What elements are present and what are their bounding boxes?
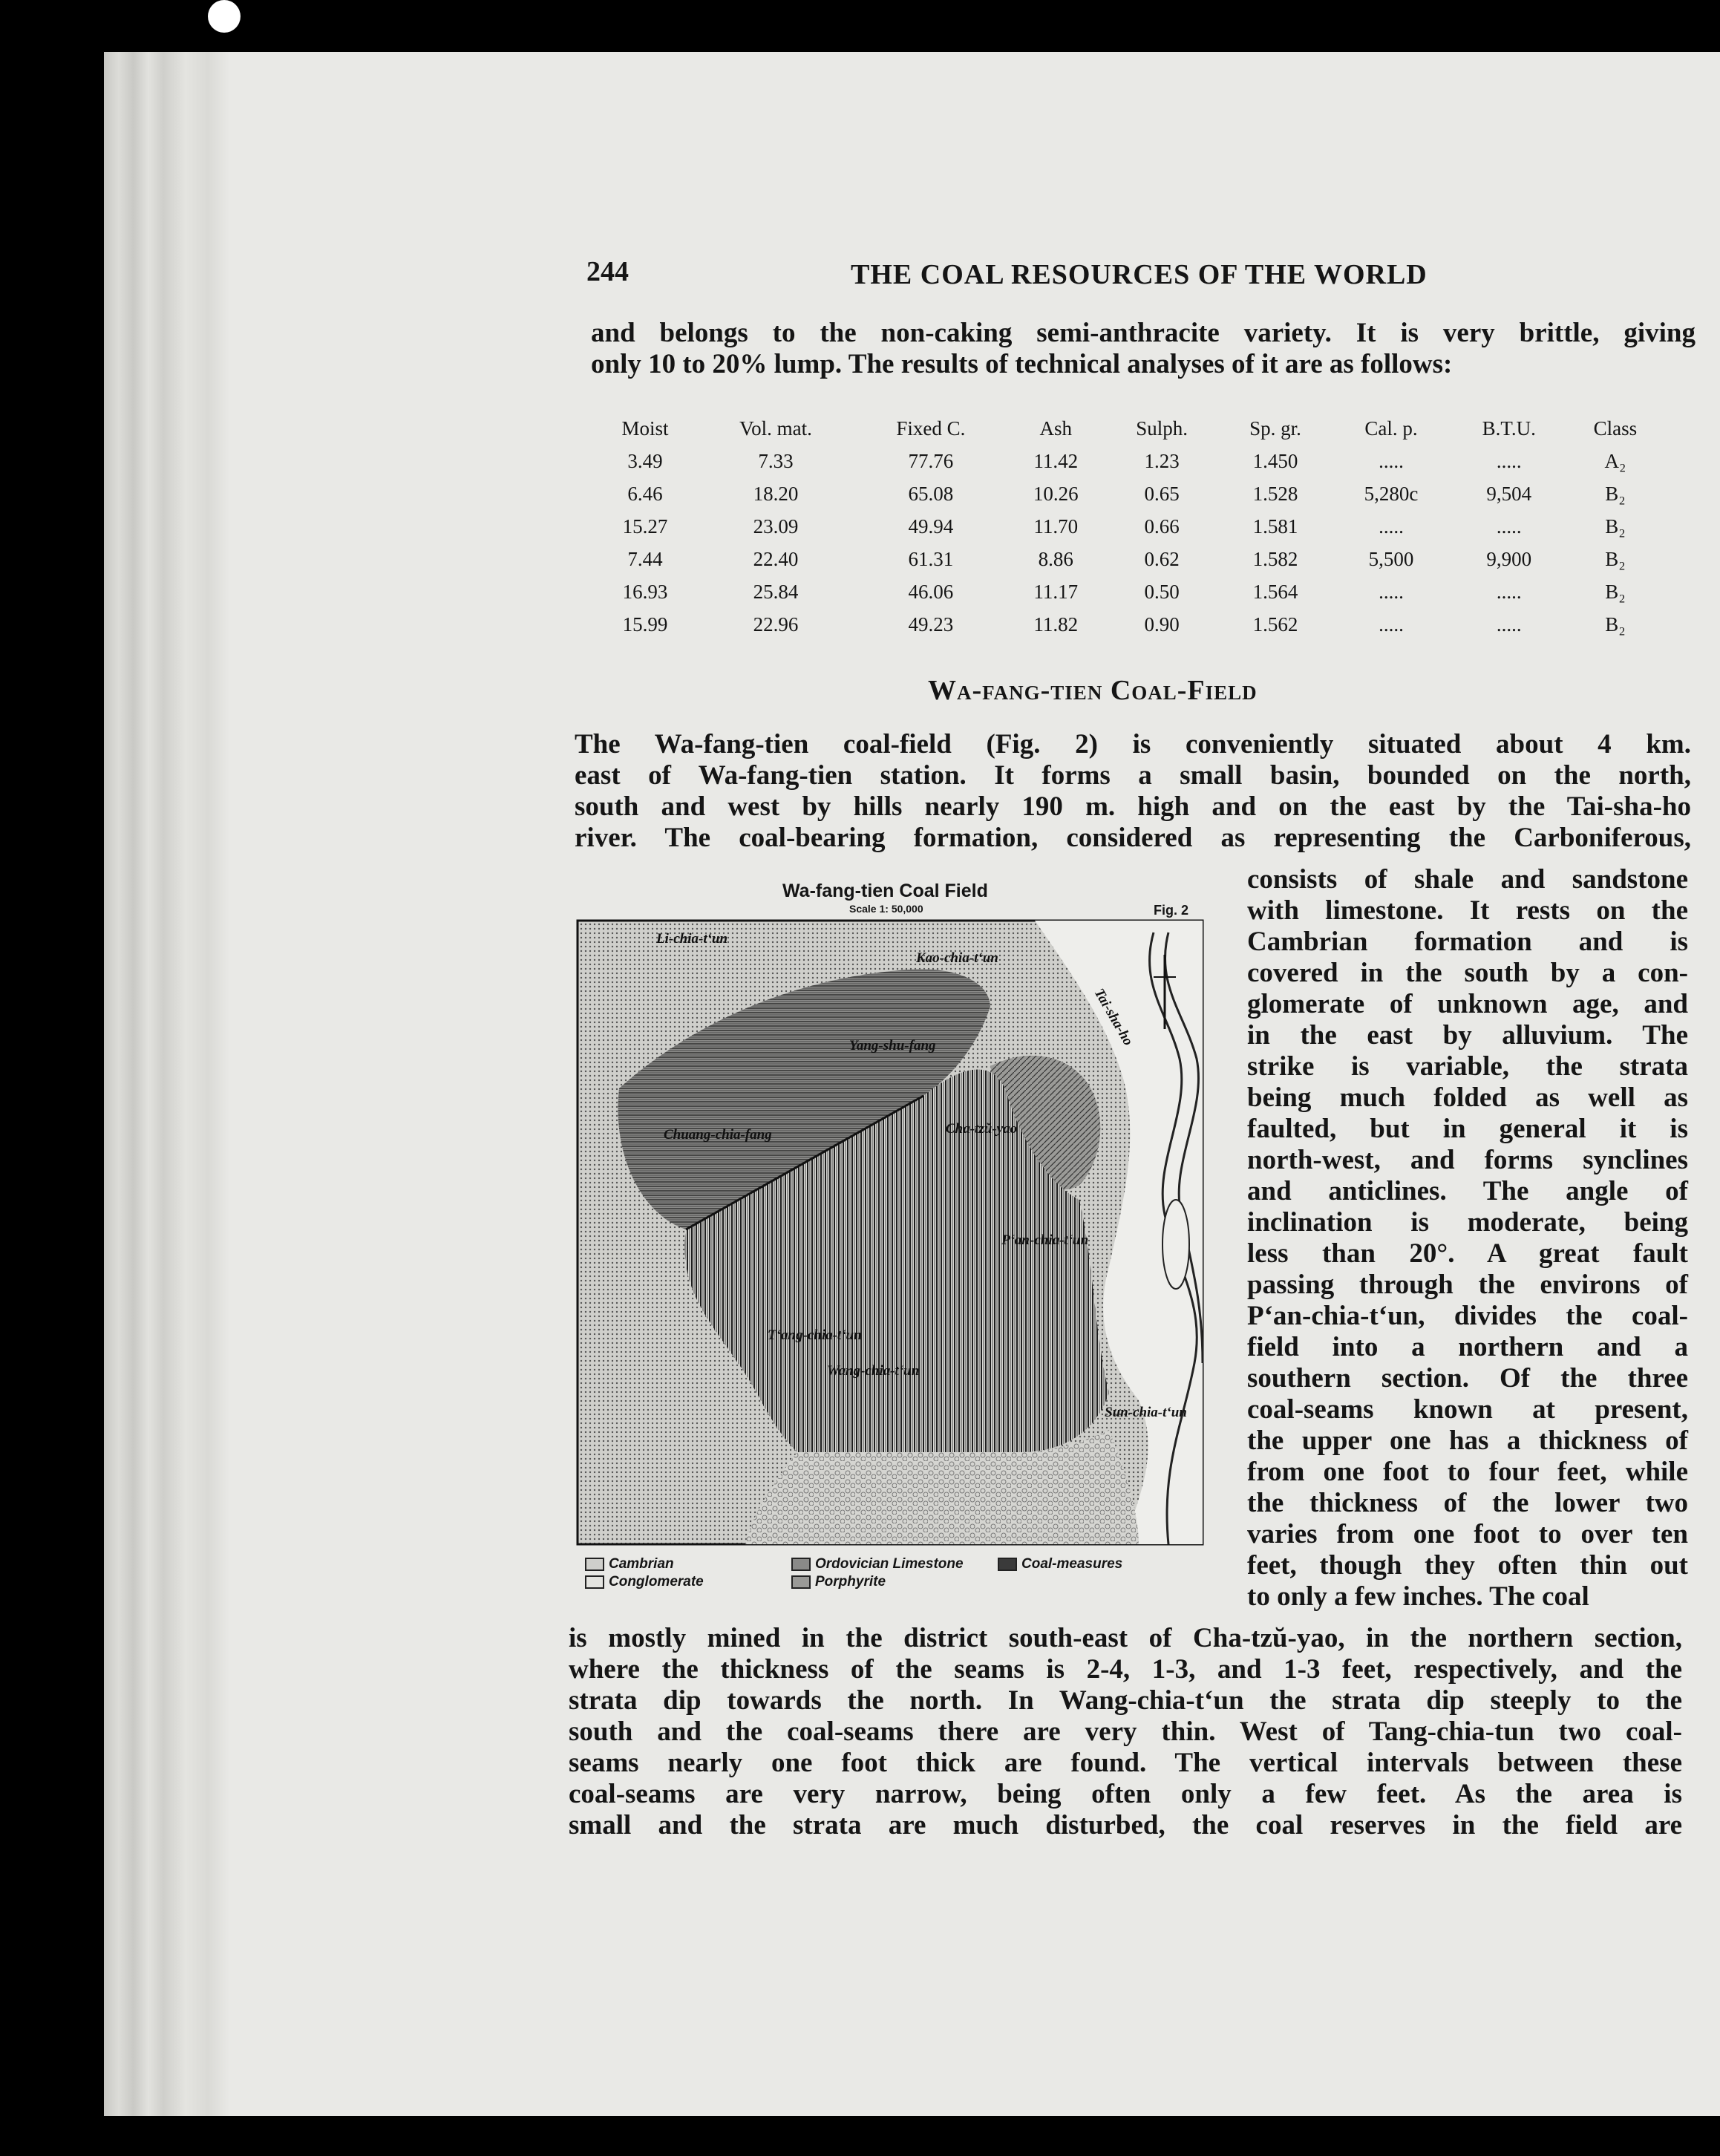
table-cell: 11.70: [1033, 514, 1079, 538]
table-cell: 22.40: [753, 547, 799, 570]
table-cell: .....: [1496, 449, 1522, 472]
table-cell: .....: [1496, 580, 1522, 603]
place-label-li-chia-tun: Li-chia-t‘un: [656, 931, 728, 947]
table-cell: B₂: [1605, 547, 1626, 570]
table-row: [594, 477, 1663, 510]
table-cell: B₂: [1605, 482, 1626, 505]
paragraph-side-line: passing through the environs of: [1247, 1270, 1688, 1300]
col-header-ash: Ash: [1039, 417, 1073, 440]
paragraph-side-line: the thickness of the lower two: [1247, 1488, 1688, 1518]
col-header-class: Class: [1593, 417, 1638, 440]
intro-line: and belongs to the non-caking semi-anthracite variety. It is very brittle, giving: [591, 318, 1696, 348]
paragraph-side-line: southern section. Of the three: [1247, 1363, 1688, 1394]
paragraph-side-line: field into a northern and a: [1247, 1332, 1688, 1362]
paragraph-beside-figure: [1247, 864, 1688, 1613]
place-label-tang-chia-tun: T‘ang-chia-t‘un: [768, 1327, 862, 1343]
table-cell: A₂: [1604, 449, 1626, 472]
table-cell: 65.08: [908, 482, 954, 505]
table-cell: 46.06: [908, 580, 954, 603]
table-cell: 1.581: [1252, 514, 1298, 538]
paragraph-side-line: inclination is moderate, being: [1247, 1207, 1688, 1238]
table-cell: 22.96: [753, 612, 799, 636]
table-row: [594, 510, 1663, 543]
table-cell: 10.26: [1033, 482, 1079, 505]
legend-item-porphyrite: Porphyrite: [791, 1574, 886, 1590]
table-cell: .....: [1496, 514, 1522, 538]
legend-swatch-ordovician: [791, 1558, 811, 1571]
table-cell: 1.450: [1252, 449, 1298, 472]
table-cell: 9,900: [1486, 547, 1532, 570]
paragraph-side-line: P‘an-chia-t‘un, divides the coal-: [1247, 1301, 1688, 1331]
table-cell: B₂: [1605, 612, 1626, 636]
paragraph-side-line: faulted, but in general it is: [1247, 1114, 1688, 1144]
table-cell: 1.564: [1252, 580, 1298, 603]
paragraph-bottom: [569, 1623, 1682, 1841]
map-scale: Scale 1: 50,000: [849, 903, 923, 915]
place-label-chuang-chia-fang: Chuang-chia-fang: [664, 1127, 772, 1143]
paragraph-side-line: being much folded as well as: [1247, 1082, 1688, 1113]
legend-item-conglomerate: Conglomerate: [585, 1574, 704, 1590]
table-cell: B₂: [1605, 580, 1626, 603]
paragraph-side-line: and anticlines. The angle of: [1247, 1176, 1688, 1206]
paragraph-bottom-line: is mostly mined in the district south-east of Cha-tzŭ-yao, in the northern section,: [569, 1623, 1682, 1653]
table-cell: 11.82: [1033, 612, 1079, 636]
figure-map: [575, 881, 1213, 1593]
legend-item-ordovician: Ordovician Limestone: [791, 1556, 964, 1572]
table-cell: 9,504: [1486, 482, 1532, 505]
paragraph-bottom-line: small and the strata are much disturbed, the coal reserves in the field are: [569, 1810, 1682, 1840]
paragraph-top-line: river. The coal-bearing formation, considered as representing the Carboniferous,: [575, 823, 1691, 853]
section-title: Wa-fang-tien Coal-Field: [928, 675, 1258, 706]
table-cell: 49.23: [908, 612, 954, 636]
intro-paragraph: [591, 318, 1696, 380]
paragraph-side-line: to only a few inches. The coal: [1247, 1581, 1589, 1612]
paragraph-bottom-line: south and the coal-seams there are very thin. West of Tang-chia-tun two coal-: [569, 1716, 1682, 1747]
paragraph-side-line: coal-seams known at present,: [1247, 1394, 1688, 1425]
table-cell: .....: [1379, 612, 1404, 636]
col-header-moist: Moist: [621, 417, 669, 440]
table-cell: 18.20: [753, 482, 799, 505]
table-cell: 5,280c: [1364, 482, 1419, 505]
table-cell: 11.17: [1033, 580, 1079, 603]
table-cell: 61.31: [908, 547, 954, 570]
table-cell: .....: [1379, 514, 1404, 538]
col-header-sp-gr: Sp. gr.: [1249, 417, 1301, 440]
col-header-vol-mat: Vol. mat.: [739, 417, 812, 440]
col-header-sulph: Sulph.: [1136, 417, 1188, 440]
paragraph-bottom-line: seams nearly one foot thick are found. The vertical intervals between these: [569, 1748, 1682, 1778]
paragraph-side-line: glomerate of unknown age, and: [1247, 989, 1688, 1019]
col-header-btu: B.T.U.: [1482, 417, 1536, 440]
place-label-yang-shu-fang: Yang-shu-fang: [849, 1038, 936, 1054]
paragraph-top-line: east of Wa-fang-tien station. It forms a small basin, bounded on the north,: [575, 760, 1691, 791]
paragraph-side-line: varies from one foot to over ten: [1247, 1519, 1688, 1549]
paragraph-bottom-line: where the thickness of the seams is 2-4, 1-3, and 1-3 feet, respectively, and the: [569, 1654, 1682, 1685]
table-cell: 15.27: [622, 514, 668, 538]
table-cell: 8.86: [1038, 547, 1073, 570]
page-number: 244: [586, 256, 629, 287]
table-cell: 49.94: [908, 514, 954, 538]
legend-item-coal: Coal-measures: [998, 1556, 1122, 1572]
table-cell: 7.33: [758, 449, 794, 472]
paragraph-top: [575, 729, 1691, 854]
table-cell: .....: [1379, 580, 1404, 603]
table-cell: 1.23: [1144, 449, 1180, 472]
table-cell: 16.93: [622, 580, 668, 603]
table-cell: .....: [1379, 449, 1404, 472]
geologic-map: [575, 918, 1213, 1549]
running-title: THE COAL RESOURCES OF THE WORLD: [851, 259, 1428, 290]
place-label-sun-chia-tun: Sun-chia-t‘un: [1105, 1405, 1187, 1420]
table-cell: 1.582: [1252, 547, 1298, 570]
paragraph-side-line: in the east by alluvium. The: [1247, 1020, 1688, 1051]
table-header-row: [594, 417, 1663, 445]
table-cell: 3.49: [627, 449, 663, 472]
table-cell: .....: [1496, 612, 1522, 636]
paragraph-side-line: strike is variable, the strata: [1247, 1051, 1688, 1082]
paragraph-side-line: Cambrian formation and is: [1247, 927, 1688, 957]
table-cell: 25.84: [753, 580, 799, 603]
table-cell: B₂: [1605, 514, 1626, 538]
table-row: [594, 543, 1663, 575]
table-cell: 1.528: [1252, 482, 1298, 505]
paragraph-side-line: the upper one has a thickness of: [1247, 1425, 1688, 1456]
paragraph-side-line: from one foot to four feet, while: [1247, 1457, 1688, 1487]
table-cell: 0.65: [1144, 482, 1180, 505]
table-cell: 0.90: [1144, 612, 1180, 636]
col-header-fixed-c: Fixed C.: [896, 417, 966, 440]
legend-swatch-conglomerate: [585, 1575, 604, 1589]
scan-artifact-dot: [208, 0, 241, 33]
paragraph-side-line: north-west, and forms synclines: [1247, 1145, 1688, 1175]
paragraph-bottom-line: coal-seams are very narrow, being often only a few feet. As the area is: [569, 1779, 1682, 1809]
table-cell: 0.66: [1144, 514, 1180, 538]
table-row: [594, 575, 1663, 608]
table-cell: 1.562: [1252, 612, 1298, 636]
table-cell: 7.44: [627, 547, 663, 570]
analysis-table: [594, 417, 1663, 641]
intro-line: only 10 to 20% lump. The results of technical analyses of it are as follows:: [591, 349, 1453, 379]
paragraph-side-line: with limestone. It rests on the: [1247, 895, 1688, 926]
table-cell: 5,500: [1368, 547, 1414, 570]
table-cell: 0.62: [1144, 547, 1180, 570]
map-title: Wa-fang-tien Coal Field: [782, 881, 988, 901]
table-cell: 0.50: [1144, 580, 1180, 603]
paragraph-side-line: less than 20°. A great fault: [1247, 1238, 1688, 1269]
paragraph-top-line: The Wa-fang-tien coal-field (Fig. 2) is conveniently situated about 4 km.: [575, 729, 1691, 760]
river-label: Tai-sha-ho: [1090, 986, 1137, 1048]
table-cell: 11.42: [1033, 449, 1079, 472]
paragraph-side-line: covered in the south by a con-: [1247, 958, 1688, 988]
table-cell: 6.46: [627, 482, 663, 505]
col-header-cal-p: Cal. p.: [1364, 417, 1418, 440]
place-label-kao-chia-tun: Kao-chia-t‘un: [916, 950, 998, 966]
paragraph-side-line: consists of shale and sandstone: [1247, 864, 1688, 895]
page-edge-shadow: [104, 52, 230, 2116]
figure-label: Fig. 2: [1154, 903, 1189, 918]
place-label-pan-chia-tun: P‘an-chia-t‘un: [1001, 1232, 1089, 1248]
river-island: [1163, 1200, 1189, 1289]
table-cell: 15.99: [622, 612, 668, 636]
place-label-wang-chia-tun: Wang-chia-t‘un: [827, 1363, 920, 1379]
table-row: [594, 445, 1663, 477]
legend-swatch-coal: [998, 1558, 1017, 1571]
legend-swatch-porphyrite: [791, 1575, 811, 1589]
table-cell: 77.76: [908, 449, 954, 472]
paragraph-top-line: south and west by hills nearly 190 m. high and on the east by the Tai-sha-ho: [575, 791, 1691, 822]
paragraph-bottom-line: strata dip towards the north. In Wang-chia-t‘un the strata dip steeply to the: [569, 1685, 1682, 1716]
legend-item-cambrian: Cambrian: [585, 1556, 674, 1572]
legend-swatch-cambrian: [585, 1558, 604, 1571]
table-cell: 23.09: [753, 514, 799, 538]
place-label-cha-tzu-yao: Cha-tzŭ-yao: [946, 1121, 1018, 1137]
table-row: [594, 608, 1663, 641]
paragraph-side-line: feet, though they often thin out: [1247, 1550, 1688, 1581]
